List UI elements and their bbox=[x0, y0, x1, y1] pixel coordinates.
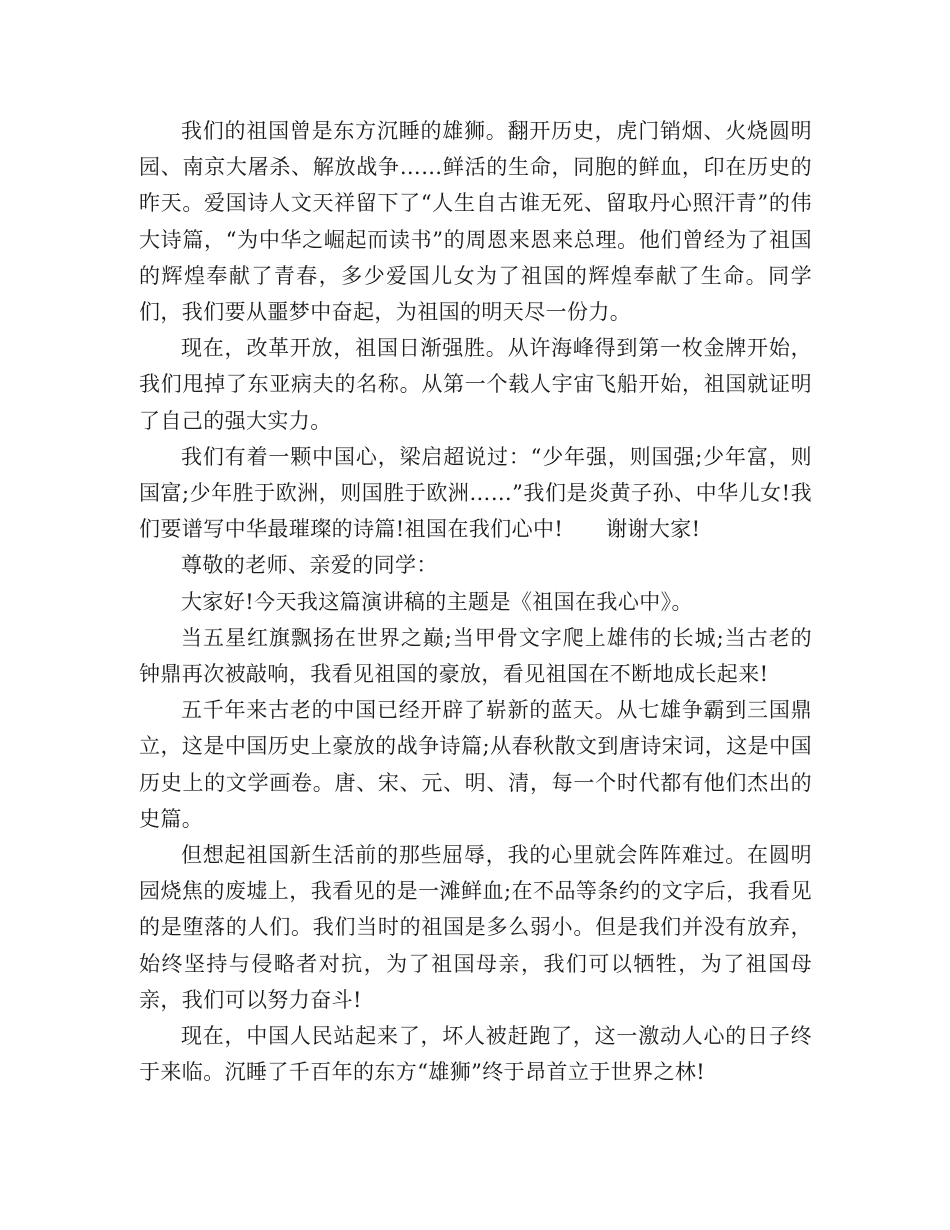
paragraph: 五千年来古老的中国已经开辟了崭新的蓝天。从七雄争霸到三国鼎立，这是中国历史上豪放的战争诗篇;从春秋散文到唐诗宋词，这是中国历史上的文学画卷。唐、宋、元、明、清，每一个时代都有他们杰出的史篇。 bbox=[139, 698, 812, 831]
paragraph: 现在，中国人民站起来了，坏人被赶跑了，这一激动人心的日子终于来临。沉睡了千百年的东方“雄狮”终于昂首立于世界之林! bbox=[139, 1024, 812, 1085]
paragraph: 大家好!今天我这篇演讲稿的主题是《祖国在我心中》。 bbox=[181, 589, 693, 614]
paragraph: 我们有着一颗中国心，梁启超说过：“少年强，则国强;少年富，则国富;少年胜于欧洲，则国胜于欧洲……”我们是炎黄子孙、中华儿女!我们要谱写中华最璀璨的诗篇!祖国在我们心中! 谢谢大家! bbox=[139, 444, 812, 542]
paragraph: 当五星红旗飘扬在世界之巅;当甲骨文字爬上雄伟的长城;当古老的钟鼎再次被敲响，我看见祖国的豪放，看见祖国在不断地成长起来! bbox=[139, 625, 812, 687]
paragraph: 现在，改革开放，祖国日渐强胜。从许海峰得到第一枚金牌开始，我们甩掉了东亚病夫的名称。从第一个载人宇宙飞船开始，祖国就证明了自己的强大实力。 bbox=[139, 336, 812, 433]
paragraph: 但想起祖国新生活前的那些屈辱，我的心里就会阵阵难过。在圆明园烧焦的废墟上，我看见的是一滩鲜血;在不品等条约的文字后，我看见的是堕落的人们。我们当时的祖国是多么弱小。但是我们并没有放弃，始终坚持与侵略者对抗，为了祖国母亲，我们可以牺牲，为了祖国母亲，我们可以努力奋斗! bbox=[139, 843, 812, 1012]
paragraph: 尊敬的老师、亲爱的同学： bbox=[181, 553, 438, 578]
paragraph: 我们的祖国曾是东方沉睡的雄狮。翻开历史，虎门销烟、火烧圆明园、南京大屠杀、解放战争……鲜活的生命，同胞的鲜血，印在历史的昨天。爱国诗人文天祥留下了“人生自古谁无死、留取丹心照汗青”的伟大诗篇，“为中华之崛起而读书”的周恩来恩来总理。他们曾经为了祖国的辉煌奉献了青春，多少爱国儿女为了祖国的辉煌奉献了生命。同学们，我们要从噩梦中奋起，为祖国的明天尽一份力。 bbox=[139, 119, 812, 325]
document-body bbox=[139, 113, 812, 1090]
